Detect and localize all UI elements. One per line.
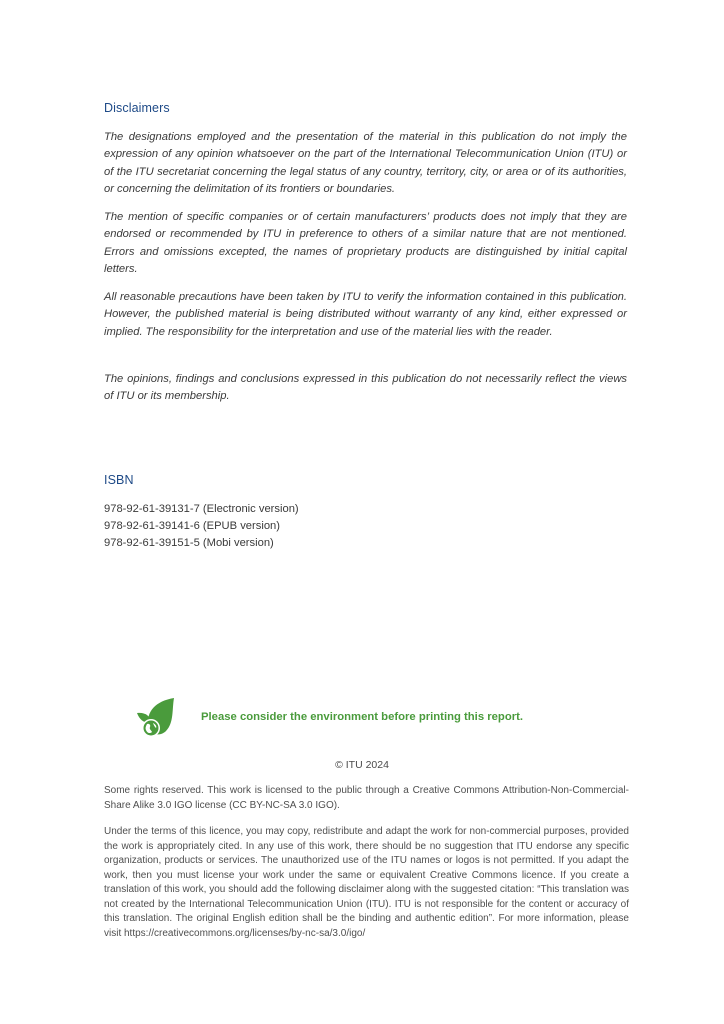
isbn-list: [104, 501, 299, 553]
isbn-item: 978-92-61-39141-6 (EPUB version): [104, 520, 280, 533]
license-terms-text: Under the terms of this licence, you may copy, redistribute and adapt the work for non-commercial purposes, provided the work is appropriately cited. In any use of this work, there should be no suggestion that ITU endorse any specific organization, products or services. The unauthorized use of the ITU names or logos is not permitted. If you adapt the work, then you must license your work under the same or equivalent Creative Commons licence. If you create a translation of this work, you should add the following disclaimer along with the suggested citation: “This translation was not created by the International Telecommunication Union (ITU). ITU is not responsible for the content or accuracy of this translation. The original English edition shall be the binding and authentic edition”. For more information, please visit https://creativecommons.org/licenses/by-nc-sa/3.0/igo/: [104, 826, 629, 939]
license-rights-text: Some rights reserved. This work is licensed to the public through a Creative Commons Attribution-Non-Commercial-Share Alike 3.0 IGO license (CC BY-NC-SA 3.0 IGO).: [104, 785, 629, 811]
disclaimer-paragraph: All reasonable precautions have been taken by ITU to verify the information contained in this publication. However, the published material is being distributed without warranty of any kind, either expressed or implied. The responsibility for the interpretation and use of the material lies with the reader.: [104, 291, 627, 338]
environment-notice: Please consider the environment before printing this report.: [201, 711, 524, 723]
leaf-globe-icon: [136, 697, 176, 739]
disclaimer-paragraph: The opinions, findings and conclusions expressed in this publication do not necessarily reflect the views of ITU or its membership.: [104, 373, 627, 403]
isbn-item: 978-92-61-39151-5 (Mobi version): [104, 537, 274, 550]
isbn-item: 978-92-61-39131-7 (Electronic version): [104, 503, 299, 515]
copyright-notice: © ITU 2024: [335, 759, 389, 771]
isbn-heading: ISBN: [104, 473, 134, 487]
disclaimer-paragraph: The designations employed and the presentation of the material in this publication do not imply the expression of any opinion whatsoever on the part of the International Telecommunication Union (ITU) or of the ITU secretariat concerning the legal status of any country, territory, city, or area or of its authorities, or concerning the delimitation of its frontiers or boundaries.: [104, 131, 627, 196]
disclaimers-heading: Disclaimers: [104, 101, 170, 115]
disclaimer-paragraph: The mention of specific companies or of certain manufacturers’ products does not imply that they are endorsed or recommended by ITU in preference to others of a similar nature that are not mentioned. Errors and omissions excepted, the names of proprietary products are distinguished by initial capital letters.: [104, 211, 627, 276]
